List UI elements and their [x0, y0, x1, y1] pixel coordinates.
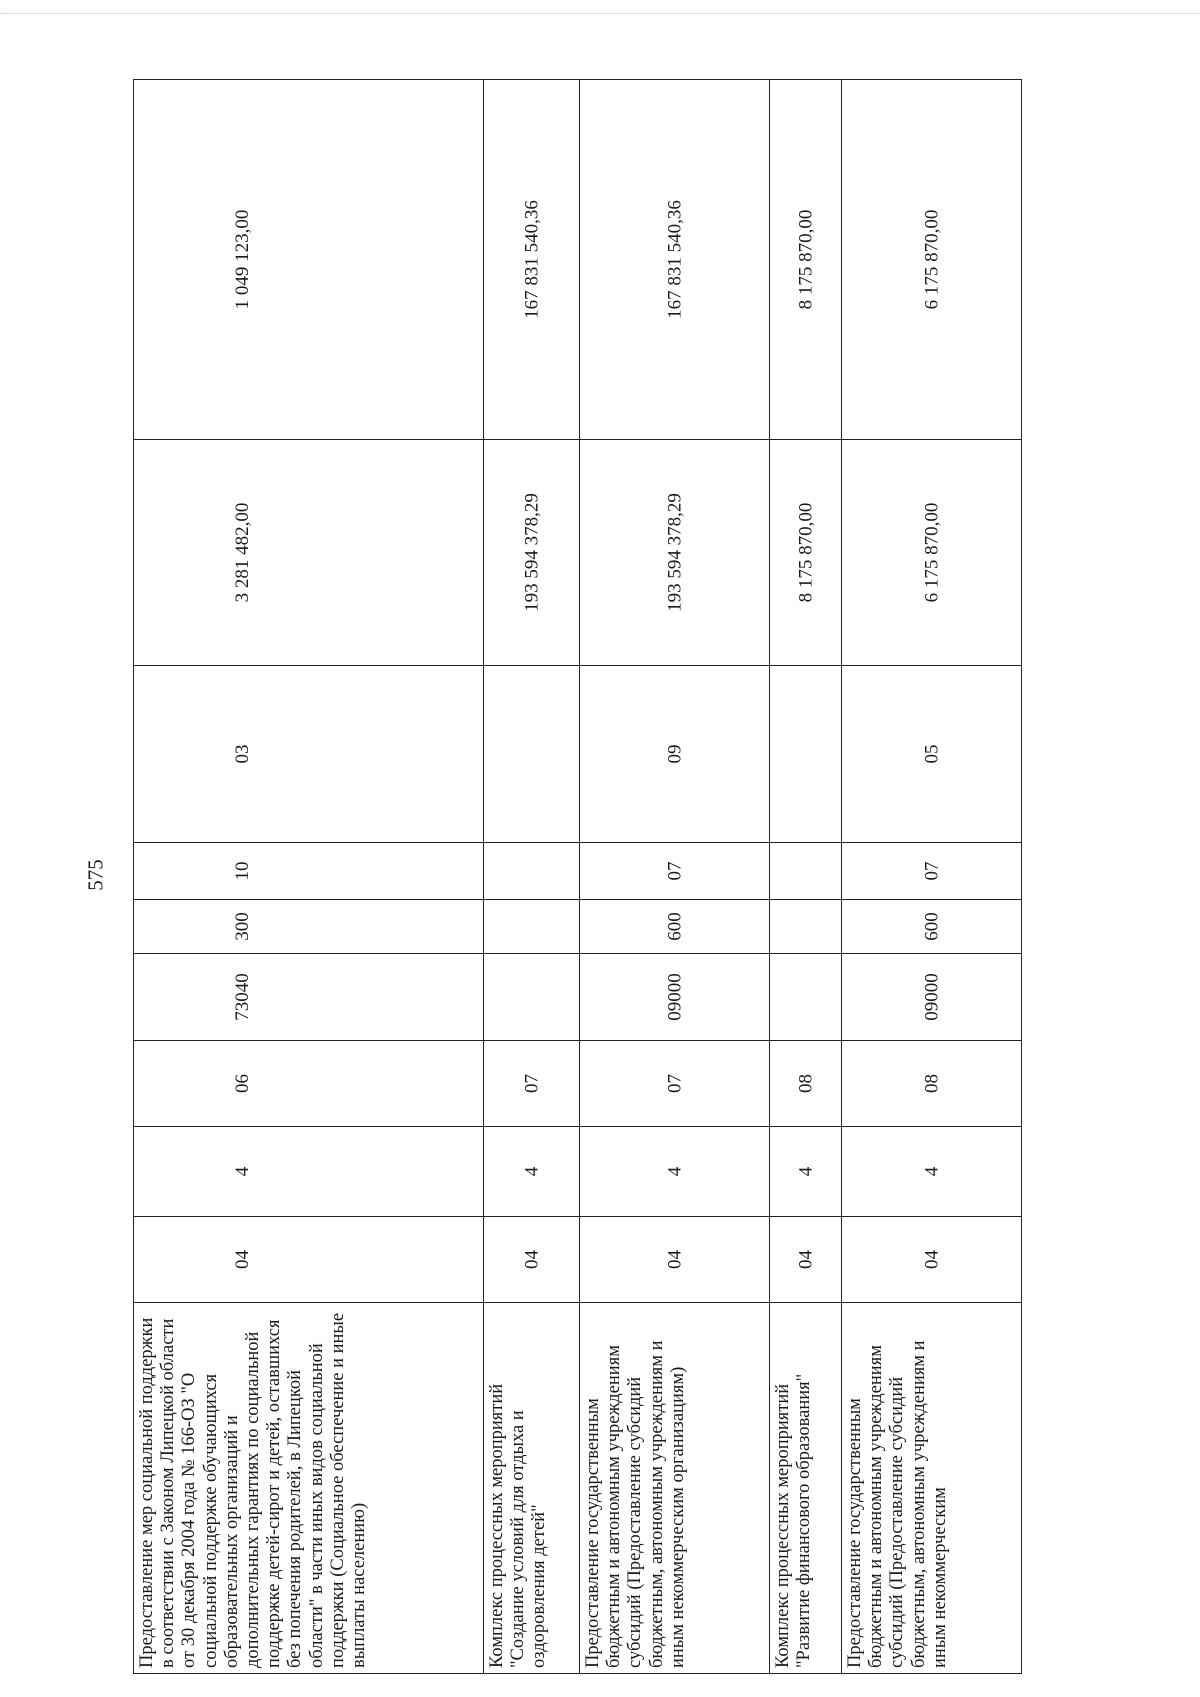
code-cell-5 — [134, 900, 484, 954]
code-cell-6 — [770, 843, 842, 900]
amount-value: 1 049 123,00 — [231, 209, 253, 310]
code-cell-4 — [842, 954, 1022, 1041]
code-value: 04 — [664, 1250, 685, 1269]
code-value: 07 — [664, 1074, 685, 1093]
code-value: 4 — [921, 1166, 942, 1177]
code-cell-2 — [770, 1127, 842, 1217]
code-cell-1 — [842, 1217, 1022, 1303]
code-value: 4 — [664, 1166, 685, 1177]
amount-value: 8 175 870,00 — [795, 209, 816, 310]
code-value: 07 — [921, 861, 942, 881]
amount-value: 8 175 870,00 — [795, 502, 816, 603]
code-cell-2 — [484, 1127, 580, 1217]
table-row — [580, 80, 770, 1674]
code-value: 73040 — [231, 973, 253, 1021]
code-cell-5 — [484, 900, 580, 954]
code-cell-6 — [484, 843, 580, 900]
amount-value: 167 831 540,36 — [521, 200, 542, 319]
amount-cell-2 — [484, 80, 580, 440]
code-value: 08 — [921, 1074, 942, 1093]
code-cell-7 — [770, 666, 842, 843]
row-name-cell: Предоставление мер социальной поддержки в соответствии с Законом Липецкой области от 30 декабря 2004 года № 166-ОЗ "О социальной поддержке обучающихся образовательных организаций и дополнительных гарантиях по социальной поддержке детей-сирот и детей, оставшихся без попечения родителей, в Липецкой области" в части иных видов социальной поддержки (Социальное обеспечение и иные выплаты населению) — [134, 1303, 484, 1674]
amount-cell-1 — [842, 440, 1022, 666]
amount-cell-2 — [770, 80, 842, 440]
code-cell-7 — [484, 666, 580, 843]
code-cell-7 — [580, 666, 770, 843]
amount-value: 3 281 482,00 — [231, 502, 253, 603]
code-cell-7 — [134, 666, 484, 843]
code-cell-2 — [134, 1127, 484, 1217]
code-value: 09000 — [664, 973, 685, 1021]
code-cell-4 — [770, 954, 842, 1041]
code-value: 06 — [231, 1074, 253, 1093]
code-value: 04 — [795, 1250, 816, 1269]
budget-table — [133, 79, 1022, 1674]
code-cell-1 — [770, 1217, 842, 1303]
code-value: 09 — [664, 744, 685, 764]
amount-cell-1 — [484, 440, 580, 666]
table-body — [134, 80, 1022, 1674]
top-dotted-rule — [0, 13, 1200, 14]
code-value: 08 — [795, 1074, 816, 1093]
code-cell-3 — [484, 1041, 580, 1127]
code-value: 600 — [664, 912, 685, 941]
amount-cell-2 — [134, 80, 484, 440]
code-value: 05 — [921, 744, 942, 764]
code-cell-4 — [134, 954, 484, 1041]
amount-value: 167 831 540,36 — [664, 200, 685, 319]
code-cell-1 — [484, 1217, 580, 1303]
table-row — [770, 80, 842, 1674]
code-value: 4 — [795, 1166, 816, 1177]
table-row — [134, 80, 484, 1674]
code-cell-7 — [842, 666, 1022, 843]
row-name-cell: Комплекс процессных мероприятий "Развитие финансового образования" — [770, 1303, 842, 1674]
code-value: 600 — [921, 912, 942, 941]
amount-cell-1 — [134, 440, 484, 666]
code-cell-3 — [134, 1041, 484, 1127]
amount-value: 6 175 870,00 — [921, 502, 942, 603]
amount-cell-1 — [580, 440, 770, 666]
amount-value: 193 594 378,29 — [521, 493, 542, 612]
rotated-table-wrapper — [133, 80, 1021, 1674]
code-cell-6 — [580, 843, 770, 900]
amount-cell-1 — [770, 440, 842, 666]
row-name-cell: Предоставление государственным бюджетным и автономным учреждениям субсидий (Предоставление субсидий бюджетным, автономным учреждениям и иным некоммерческим организациям) — [580, 1303, 770, 1674]
amount-cell-2 — [580, 80, 770, 440]
code-value: 10 — [231, 861, 253, 881]
amount-value: 193 594 378,29 — [664, 493, 685, 612]
row-name-cell: Комплекс процессных мероприятий "Создание условий для отдыха и оздоровления детей" — [484, 1303, 580, 1674]
amount-value: 6 175 870,00 — [921, 209, 942, 310]
code-value: 04 — [521, 1250, 542, 1269]
code-value: 04 — [921, 1250, 942, 1269]
code-cell-6 — [842, 843, 1022, 900]
code-cell-5 — [770, 900, 842, 954]
code-cell-2 — [580, 1127, 770, 1217]
code-cell-4 — [580, 954, 770, 1041]
table-row — [842, 80, 1022, 1674]
code-value: 4 — [231, 1166, 253, 1177]
code-cell-5 — [842, 900, 1022, 954]
code-cell-1 — [134, 1217, 484, 1303]
code-cell-3 — [580, 1041, 770, 1127]
code-cell-6 — [134, 843, 484, 900]
code-value: 07 — [664, 861, 685, 881]
row-name-cell: Предоставление государственным бюджетным и автономным учреждениям субсидий (Предоставление субсидий бюджетным, автономным учреждениям и иным некоммерческим — [842, 1303, 1022, 1674]
code-cell-3 — [770, 1041, 842, 1127]
code-value: 300 — [231, 912, 253, 941]
code-value: 03 — [231, 744, 253, 764]
code-value: 04 — [231, 1250, 253, 1269]
code-cell-2 — [842, 1127, 1022, 1217]
code-cell-1 — [580, 1217, 770, 1303]
code-value: 4 — [521, 1166, 542, 1177]
page-number: 575 — [83, 859, 108, 891]
table-row — [484, 80, 580, 1674]
code-cell-4 — [484, 954, 580, 1041]
amount-cell-2 — [842, 80, 1022, 440]
code-value: 09000 — [921, 973, 942, 1021]
code-cell-3 — [842, 1041, 1022, 1127]
code-cell-5 — [580, 900, 770, 954]
code-value: 07 — [521, 1074, 542, 1093]
